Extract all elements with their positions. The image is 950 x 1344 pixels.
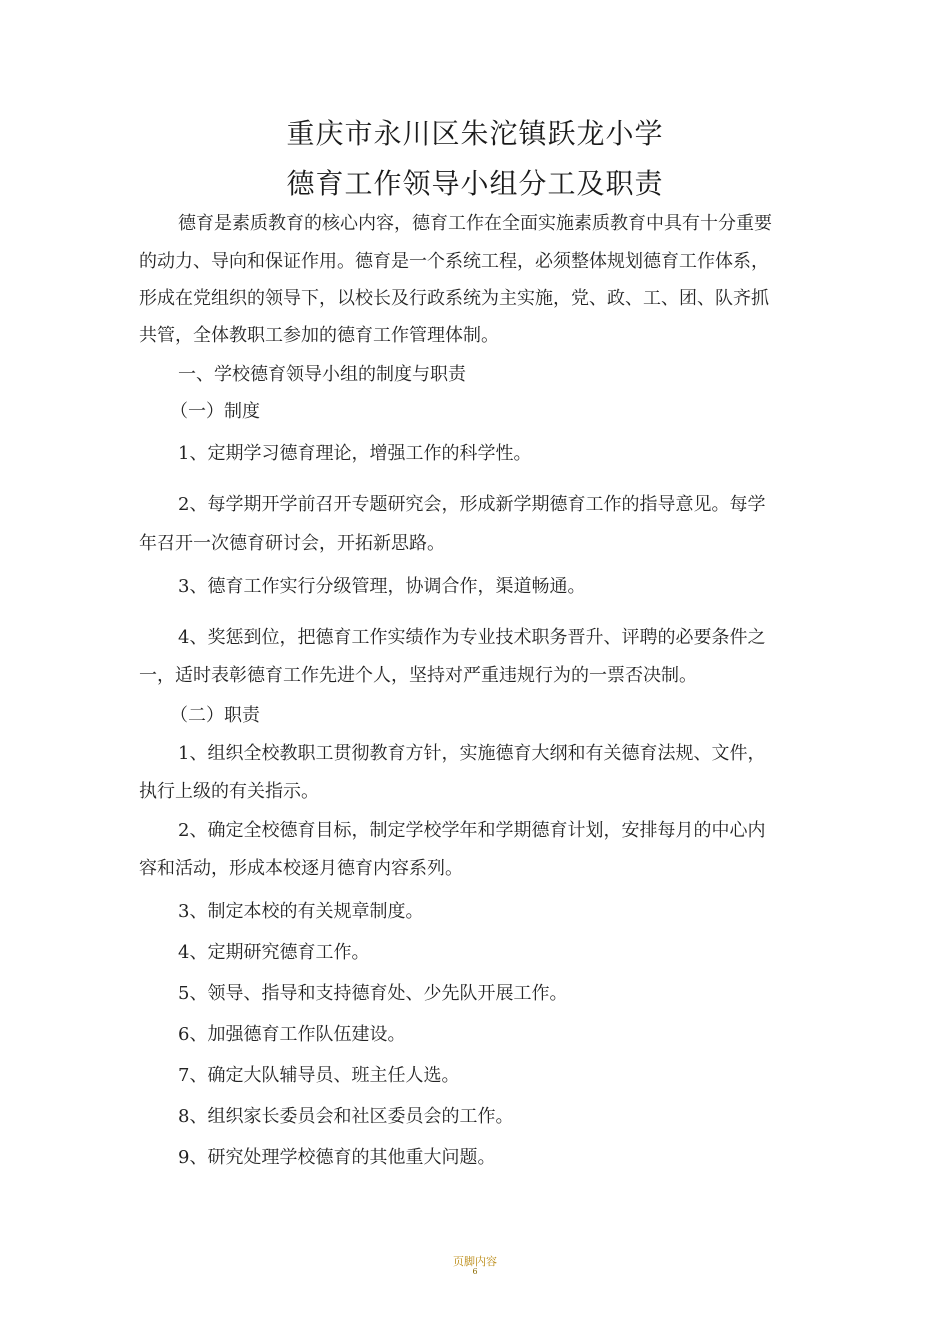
footer-text: 页脚内容 (453, 1255, 497, 1268)
section-heading: 一、学校德育领导小组的制度与职责 (178, 364, 466, 385)
intro-line: 的动力、导向和保证作用。德育是一个系统工程，必须整体规划德育工作体系， (139, 251, 769, 272)
list-item: 5、领导、指导和支持德育处、少先队开展工作。 (178, 983, 568, 1004)
footer-page-number: 6 (472, 1267, 478, 1276)
list-item: 3、德育工作实行分级管理，协调合作，渠道畅通。 (178, 576, 586, 597)
list-item: 8、组织家长委员会和社区委员会的工作。 (178, 1106, 514, 1127)
document-title-school: 重庆市永川区朱沱镇跃龙小学 (286, 117, 664, 150)
list-item-continuation: 一，适时表彰德育工作先进个人，坚持对严重违规行为的一票否决制。 (139, 665, 697, 686)
list-item: 2、确定全校德育目标，制定学校学年和学期德育计划，安排每月的中心内 (178, 820, 766, 841)
list-item-continuation: 容和活动，形成本校逐月德育内容系列。 (139, 858, 463, 879)
list-item: 1、定期学习德育理论，增强工作的科学性。 (178, 443, 532, 464)
document-title-subject: 德育工作领导小组分工及职责 (286, 167, 664, 200)
list-item: 6、加强德育工作队伍建设。 (178, 1024, 406, 1045)
subsection-heading-system: （一）制度 (170, 401, 260, 422)
list-item: 4、奖惩到位，把德育工作实绩作为专业技术职务晋升、评聘的必要条件之 (178, 627, 766, 648)
subsection-heading-duties: （二）职责 (170, 705, 260, 726)
list-item: 2、每学期开学前召开专题研究会，形成新学期德育工作的指导意见。每学 (178, 494, 766, 515)
list-item-continuation: 执行上级的有关指示。 (139, 781, 319, 802)
list-item: 3、制定本校的有关规章制度。 (178, 901, 424, 922)
intro-line: 德育是素质教育的核心内容，德育工作在全面实施素质教育中具有十分重要 (178, 213, 772, 234)
list-item: 1、组织全校教职工贯彻教育方针，实施德育大纲和有关德育法规、文件， (178, 743, 766, 764)
intro-line: 形成在党组织的领导下，以校长及行政系统为主实施，党、政、工、团、队齐抓 (139, 288, 769, 309)
list-item-continuation: 年召开一次德育研讨会，开拓新思路。 (139, 533, 445, 554)
list-item: 9、研究处理学校德育的其他重大问题。 (178, 1147, 496, 1168)
list-item: 4、定期研究德育工作。 (178, 942, 370, 963)
list-item: 7、确定大队辅导员、班主任人选。 (178, 1065, 460, 1086)
intro-line: 共管，全体教职工参加的德育工作管理体制。 (139, 325, 499, 346)
